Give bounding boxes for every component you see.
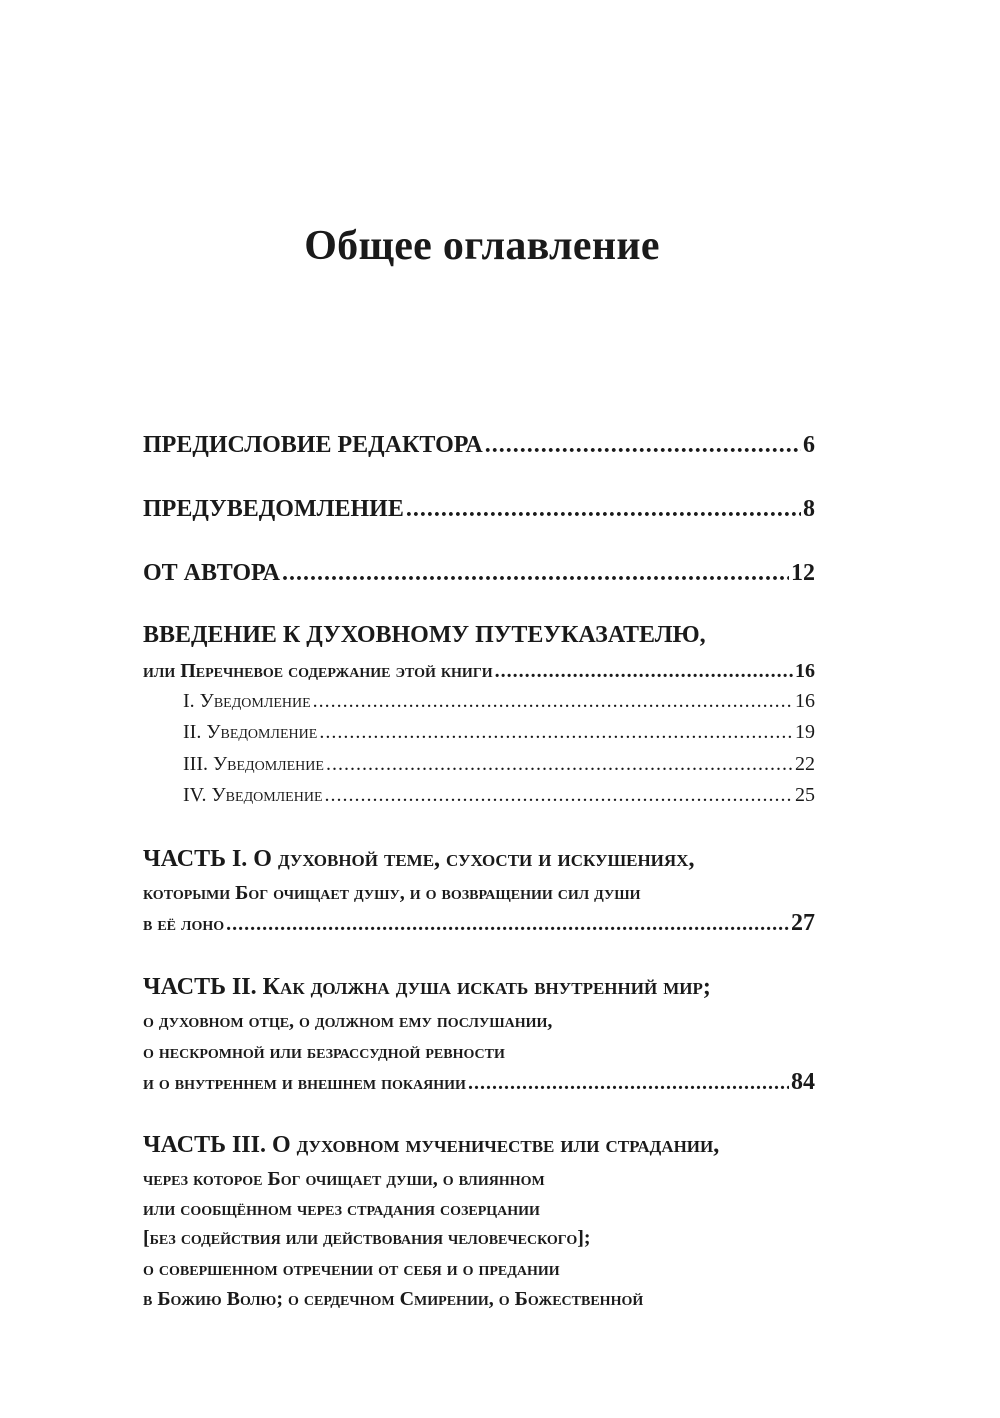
page-number: 19 <box>795 721 815 743</box>
toc-entry-part1[interactable] <box>143 910 815 937</box>
toc-entry-part3-line5: о совершенном отречении от себя и о предании <box>143 1258 560 1280</box>
toc-entry-part2-line2: о духовном отце, о должном ему послушании, <box>143 1010 553 1032</box>
dot-leader <box>468 1072 789 1095</box>
toc-entry-part3-line1[interactable]: ЧАСТЬ III. О духовном мученичестве или страдании, <box>143 1132 720 1158</box>
page-number: 16 <box>795 660 815 682</box>
toc-entry-text: ПРЕДУВЕДОМЛЕНИЕ <box>143 496 404 522</box>
page-number: 27 <box>791 910 815 936</box>
toc-entry-text: ОТ АВТОРА <box>143 560 280 586</box>
toc-entry-part3-line2: через которое Бог очищает души, о влиянном <box>143 1168 545 1190</box>
page-number: 6 <box>803 432 815 458</box>
toc-entry-part2-line3: о нескромной или безрассудной ревности <box>143 1041 505 1063</box>
toc-entry-part3-line4: [без содействия или действования человеческого]; <box>143 1227 591 1249</box>
toc-entry-text: в её лоно <box>143 913 225 935</box>
toc-entry-text: ПРЕДИСЛОВИЕ РЕДАКТОРА <box>143 432 483 458</box>
page-title: Общее оглавление <box>304 223 660 269</box>
toc-entry-text: III. Уведомление <box>183 753 324 775</box>
toc-subentry-3[interactable] <box>183 753 815 776</box>
dot-leader <box>319 721 793 744</box>
dot-leader <box>226 913 789 936</box>
dot-leader <box>495 660 793 683</box>
dot-leader <box>282 560 789 587</box>
page-number: 84 <box>791 1069 815 1095</box>
toc-entry-part2[interactable] <box>143 1069 815 1096</box>
toc-entry-text: II. Уведомление <box>183 721 318 743</box>
toc-subentry-2[interactable] <box>183 721 815 744</box>
toc-entry-intro[interactable] <box>143 660 815 683</box>
toc-entry-author[interactable] <box>143 560 815 587</box>
toc-entry-text: и о внутреннем и внешнем покаянии <box>143 1072 466 1094</box>
dot-leader <box>326 753 793 776</box>
toc-entry-foreword[interactable] <box>143 496 815 523</box>
dot-leader <box>313 690 793 713</box>
toc-entry-preface[interactable] <box>143 432 815 459</box>
toc-entry-part3-line6: в Божию Волю; о сердечном Смирении, о Божественной <box>143 1288 644 1310</box>
page-number: 8 <box>803 496 815 522</box>
dot-leader <box>406 496 801 523</box>
toc-entry-text: или Перечневое содержание этой книги <box>143 660 493 682</box>
page-number: 16 <box>795 690 815 712</box>
toc-entry-part3-line3: или сообщённом через страдания созерцании <box>143 1198 540 1220</box>
page-number: 25 <box>795 784 815 806</box>
toc-subentry-4[interactable] <box>183 784 815 807</box>
toc-entry-part2-line1[interactable]: ЧАСТЬ II. Как должна душа искать внутренний мир; <box>143 974 711 1000</box>
toc-entry-text: I. Уведомление <box>183 690 311 712</box>
dot-leader <box>485 432 801 459</box>
toc-entry-part1-line1[interactable]: ЧАСТЬ I. О духовной теме, сухости и искушениях, <box>143 846 695 872</box>
toc-subentry-1[interactable] <box>183 690 815 713</box>
toc-entry-part1-line2: которыми Бог очищает душу, и о возвращении сил души <box>143 882 641 904</box>
page-number: 22 <box>795 753 815 775</box>
toc-entry-text: IV. Уведомление <box>183 784 323 806</box>
toc-entry-intro-heading[interactable]: ВВЕДЕНИЕ К ДУХОВНОМУ ПУТЕУКАЗАТЕЛЮ, <box>143 622 706 648</box>
dot-leader <box>325 784 793 807</box>
page-number: 12 <box>791 560 815 586</box>
